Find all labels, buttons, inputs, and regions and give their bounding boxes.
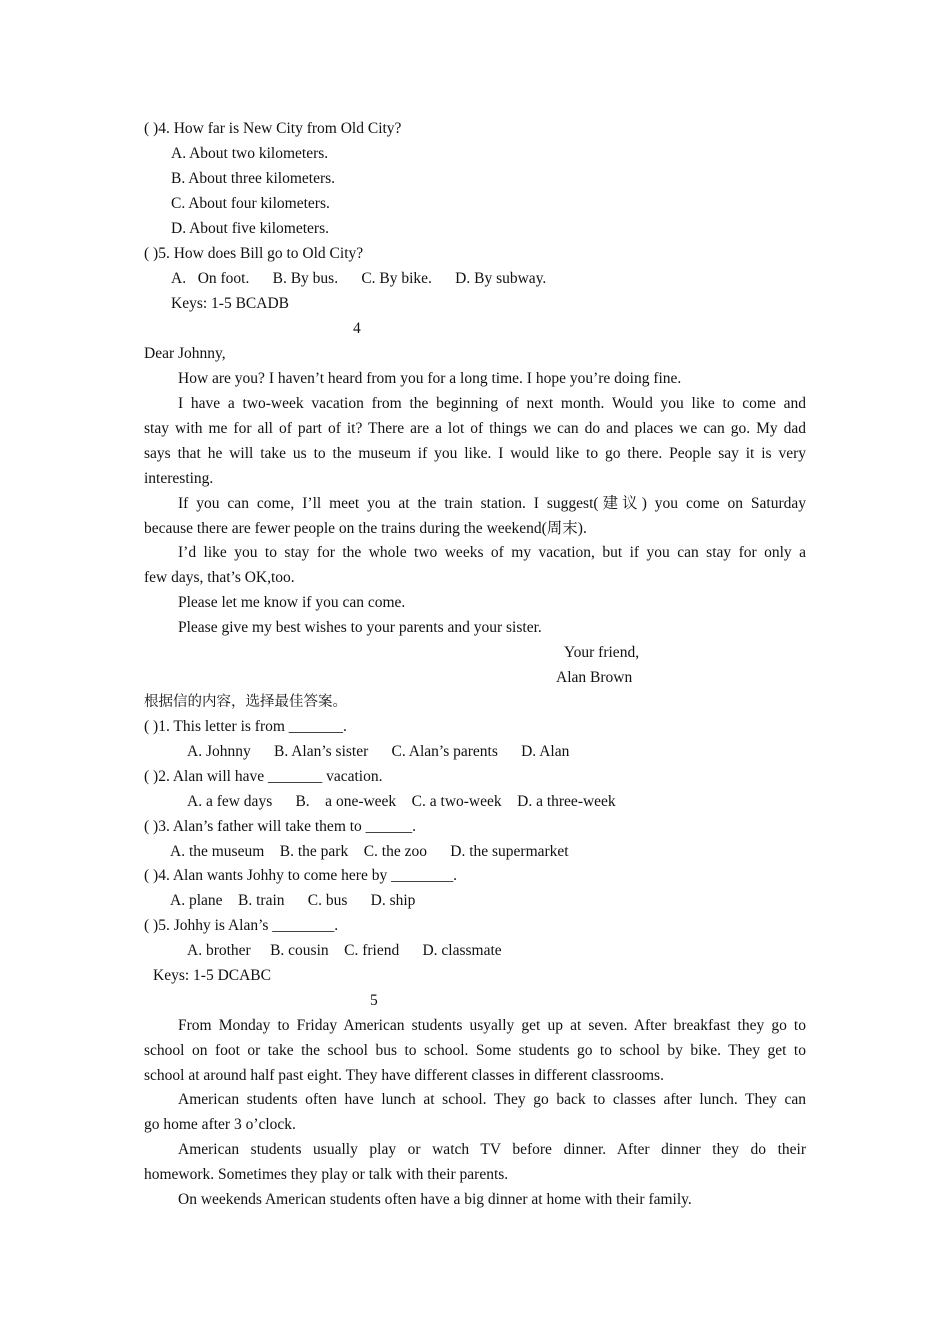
answer-keys: Keys: 1-5 DCABC (153, 967, 271, 984)
letter-closing: Your friend, (564, 644, 640, 661)
question-2-stem: ( )2. Alan will have _______ vacation. (144, 768, 383, 785)
question-4-stem: ( )4. Alan wants Johhy to come here by ________. (144, 867, 457, 884)
question-4-option-a: A. About two kilometers. (171, 145, 329, 162)
passage-line: American students usually play or watch TV before dinner. After dinner they do their (178, 1141, 806, 1158)
section-number: 5 (370, 992, 378, 1009)
question-5-stem: ( )5. Johhy is Alan’s ________. (144, 917, 339, 934)
question-4-stem: ( )4. How far is New City from Old City? (144, 120, 402, 137)
letter-salutation: Dear Johnny, (144, 345, 226, 362)
letter-paragraph: How are you? I haven’t heard from you for a long time. I hope you’re doing fine. (178, 370, 682, 387)
question-1-stem: ( )1. This letter is from _______. (144, 718, 347, 735)
question-1-options: A. Johnny B. Alan’s sister C. Alan’s parents D. Alan (187, 743, 570, 760)
letter-signature: Alan Brown (556, 669, 633, 686)
passage-line: On weekends American students often have a big dinner at home with their family. (178, 1191, 692, 1208)
question-4-option-d: D. About five kilometers. (171, 220, 329, 237)
letter-paragraph: Please let me know if you can come. (178, 594, 406, 611)
passage-line: American students often have lunch at school. They go back to classes after lunch. They can (178, 1091, 806, 1108)
question-5-options: A. brother B. cousin C. friend D. classmate (187, 942, 502, 959)
letter-paragraph-line: says that he will take us to the museum if you like. I would like to go there. People say it is very (144, 445, 806, 462)
question-4-option-c: C. About four kilometers. (171, 195, 330, 212)
question-3-stem: ( )3. Alan’s father will take them to ______. (144, 818, 417, 835)
instruction-text: 根据信的内容，选择最佳答案。 (144, 694, 347, 710)
question-5-options: A. On foot. B. By bus. C. By bike. D. By subway. (171, 270, 547, 287)
question-3-options: A. the museum B. the park C. the zoo D. the supermarket (170, 843, 569, 860)
letter-paragraph: Please give my best wishes to your parents and your sister. (178, 619, 542, 636)
passage-line: go home after 3 o’clock. (144, 1116, 296, 1133)
answer-keys: Keys: 1-5 BCADB (171, 295, 289, 312)
letter-paragraph-line: I’d like you to stay for the whole two weeks of my vacation, but if you can stay for only a (178, 544, 806, 561)
letter-paragraph-line: few days, that’s OK,too. (144, 569, 295, 586)
letter-paragraph-line: interesting. (144, 470, 214, 487)
passage-line: From Monday to Friday American students usyally get up at seven. After breakfast they go to (178, 1017, 806, 1034)
letter-paragraph-line: If you can come, I’ll meet you at the train station. I suggest(建议) you come on Saturday (178, 495, 806, 512)
question-2-options: A. a few days B. a one-week C. a two-week D. a three-week (187, 793, 616, 810)
passage-line: school at around half past eight. They have different classes in different classrooms. (144, 1067, 664, 1084)
section-number: 4 (353, 320, 361, 337)
question-4-option-b: B. About three kilometers. (171, 170, 336, 187)
question-5-stem: ( )5. How does Bill go to Old City? (144, 245, 364, 262)
letter-paragraph-line: because there are fewer people on the trains during the weekend(周末). (144, 520, 587, 537)
letter-paragraph-line: stay with me for all of part of it? There are a lot of things we can do and places we can go. My dad (144, 420, 806, 437)
question-4-options: A. plane B. train C. bus D. ship (170, 892, 416, 909)
letter-paragraph-line: I have a two-week vacation from the beginning of next month. Would you like to come and (178, 395, 806, 412)
passage-line: homework. Sometimes they play or talk with their parents. (144, 1166, 509, 1183)
passage-line: school on foot or take the school bus to school. Some students go to school by bike. They get to (144, 1042, 806, 1059)
